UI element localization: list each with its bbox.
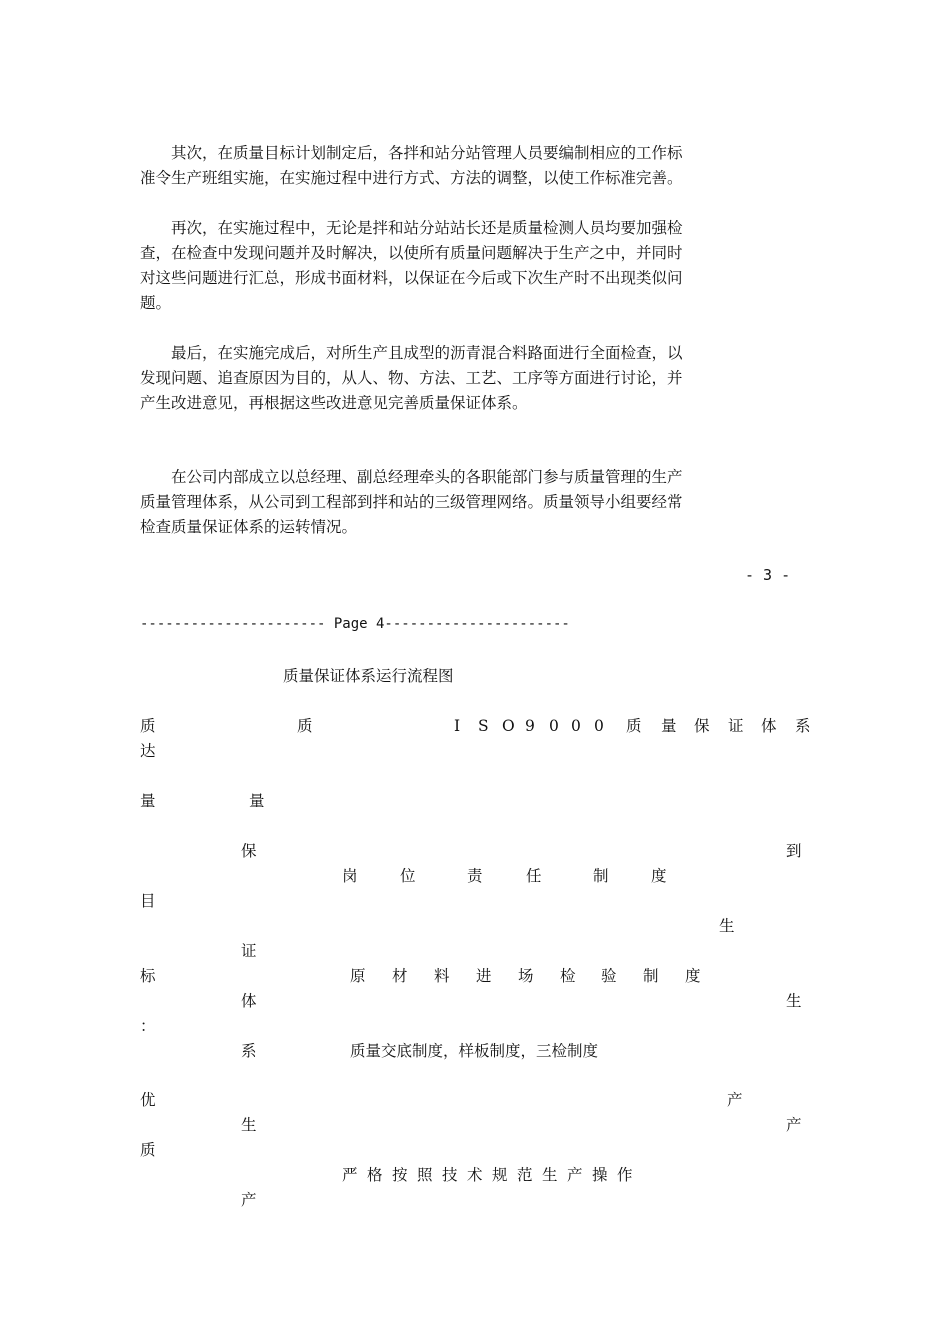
paragraph-line: 最后，在实施完成后，对所生产且成型的沥青混合料路面进行全面检查，以 [140,344,683,362]
paragraph-line: 在公司内部成立以总经理、副总经理牵头的各职能部门参与质量管理的生产 [140,468,683,486]
left-col-2-char: 产 [241,1191,257,1209]
left-col-1-char: 质 [140,1141,156,1159]
left-col-1-char: 目 [140,892,156,910]
paragraph-line: 其次，在质量目标计划制定后，各拌和站分站管理人员要编制相应的工作标 [140,144,683,162]
flowchart-title: 质量保证体系运行流程图 [283,667,454,685]
material-row-char: 度 [685,967,701,985]
right-col-1-char: 生 [719,917,735,935]
iso-row-char: O [502,717,515,735]
left-col-2-char: 量 [249,792,265,810]
right-col-1-char: 产 [727,1091,743,1109]
paragraph-line: 查，在检查中发现问题并及时解决，以使所有质量问题解决于生产之中，并同时 [140,244,683,262]
material-row-char: 料 [434,967,450,985]
post-row-char: 责 [467,867,483,885]
material-row-char: 验 [601,967,617,985]
material-row-char: 进 [476,967,492,985]
operate-row-char: 规 [492,1166,508,1184]
left-col-1-char: 标 [140,967,156,985]
iso-row-char: 9 [525,717,535,735]
left-col-2-char: 证 [241,942,257,960]
iso-row-char: S [478,717,489,735]
material-row-char: 原 [350,967,366,985]
paragraph-line: 准令生产班组实施，在实施过程中进行方式、方法的调整，以使工作标准完善。 [140,169,683,187]
iso-row-char: 0 [571,717,581,735]
page-number: - 3 - [745,566,791,584]
operate-row-char: 术 [467,1166,483,1184]
paragraph-2 [140,216,740,316]
handover-row: 质量交底制度，样板制度，三检制度 [350,1042,599,1060]
operate-row-char: 范 [517,1166,533,1184]
operate-row-char: 格 [367,1166,383,1184]
iso-row-char: I [454,717,461,735]
paragraph-line: 发现问题、追查原因为目的，从人、物、方法、工艺、工序等方面进行讨论，并 [140,369,683,387]
post-row-char: 度 [651,867,667,885]
paragraph-line: 检查质量保证体系的运转情况。 [140,518,358,536]
left-col-2-char: 系 [241,1042,257,1060]
left-col-2-char: 生 [241,1116,257,1134]
left-col-1-char: 量 [140,792,156,810]
page-divider: ---------------------- Page 4---------------------- [140,616,570,632]
operate-row-char: 照 [417,1166,433,1184]
paragraph-line: 再次，在实施过程中，无论是拌和站分站站长还是质量检测人员均要加强检 [140,219,683,237]
material-row-char: 制 [643,967,659,985]
iso-row-char: 保 [694,717,710,735]
right-col-2-char: 生 [786,992,802,1010]
paragraph-line: 产生改进意见，再根据这些改进意见完善质量保证体系。 [140,394,528,412]
post-row-char: 制 [593,867,609,885]
operate-row-char: 严 [342,1166,358,1184]
left-col-1-char: 优 [140,1091,156,1109]
material-row-char: 检 [560,967,576,985]
operate-row-char: 按 [392,1166,408,1184]
paragraph-1 [140,141,740,191]
iso-row-char: 体 [761,717,777,735]
iso-row-char: 系 [795,717,811,735]
iso-row-char: 0 [549,717,559,735]
post-row-char: 位 [400,867,416,885]
post-row-char: 任 [526,867,542,885]
operate-row-char: 技 [442,1166,458,1184]
material-row-char: 材 [392,967,408,985]
paragraph-3 [140,341,740,416]
operate-row-char: 操 [592,1166,608,1184]
iso-row-char: 质 [626,717,642,735]
left-col-2-char: 质 [297,717,313,735]
paragraph-4 [140,465,740,540]
left-col-1-char: 达 [140,742,156,760]
material-row-char: 场 [518,967,534,985]
left-col-1-char: ： [140,1017,156,1035]
operate-row-char: 生 [542,1166,558,1184]
iso-row-char: 量 [661,717,677,735]
post-row-char: 岗 [342,867,358,885]
paragraph-line: 题。 [140,294,172,312]
right-col-2-char: 到 [786,842,802,860]
operate-row-char: 作 [617,1166,633,1184]
iso-row-char: 证 [728,717,744,735]
paragraph-line: 质量管理体系，从公司到工程部到拌和站的三级管理网络。质量领导小组要经常 [140,493,683,511]
right-col-2-char: 产 [786,1116,802,1134]
operate-row-char: 产 [567,1166,583,1184]
left-col-2-char: 保 [241,842,257,860]
paragraph-line: 对这些问题进行汇总，形成书面材料，以保证在今后或下次生产时不出现类似问 [140,269,683,287]
left-col-2-char: 体 [241,992,257,1010]
iso-row-char: 0 [594,717,604,735]
left-col-1-char: 质 [140,717,156,735]
